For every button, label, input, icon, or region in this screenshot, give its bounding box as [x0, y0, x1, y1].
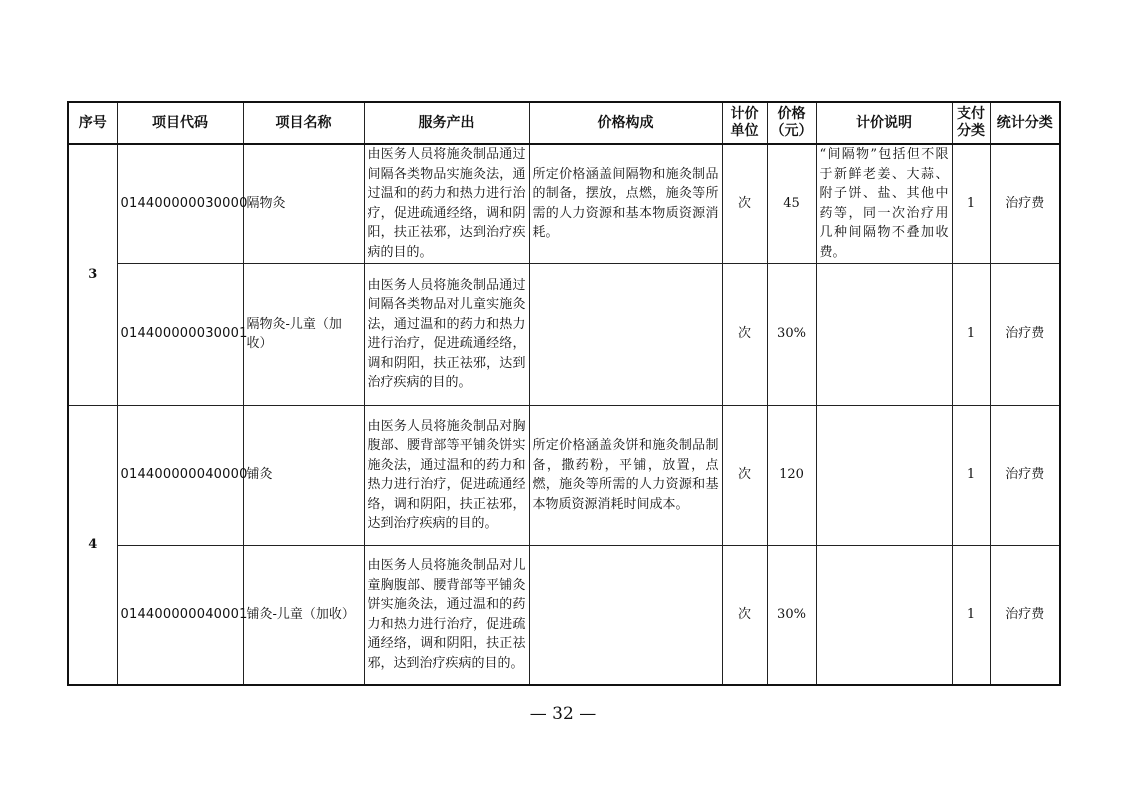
seq-cell: 3: [68, 144, 117, 405]
composition-cell: [529, 545, 722, 685]
table-row: [68, 144, 1060, 263]
header-stat: 统计分类: [990, 102, 1060, 144]
composition-cell: 所定价格涵盖灸饼和施灸制品制备，撒药粉，平铺，放置，点燃，施灸等所需的人力资源和基本物质资源消耗时间成本。: [529, 405, 722, 545]
service-cell: 由医务人员将施灸制品通过间隔各类物品实施灸法，通过温和的药力和热力进行治疗，促进疏通经络，调和阴阳，扶正祛邪，达到治疗疾病的目的。: [364, 144, 529, 263]
code-cell: 014400000030000: [117, 144, 243, 263]
price-cell: 30%: [767, 263, 816, 405]
service-cell: 由医务人员将施灸制品对胸腹部、腰背部等平铺灸饼实施灸法，通过温和的药力和热力进行治疗，促进疏通经络，调和阴阳，扶正祛邪，达到治疗疾病的目的。: [364, 405, 529, 545]
price-cell: 45: [767, 144, 816, 263]
composition-cell: [529, 263, 722, 405]
code-cell: 014400000040000: [117, 405, 243, 545]
name-cell: 隔物灸: [243, 144, 364, 263]
header-composition: 价格构成: [529, 102, 722, 144]
note-cell: [816, 263, 952, 405]
header-unit: 计价单位: [722, 102, 767, 144]
header-service: 服务产出: [364, 102, 529, 144]
header-note: 计价说明: [816, 102, 952, 144]
table-row: [68, 545, 1060, 685]
composition-cell: 所定价格涵盖间隔物和施灸制品的制备，摆放，点燃，施灸等所需的人力资源和基本物质资源消耗。: [529, 144, 722, 263]
service-cell: 由医务人员将施灸制品对儿童胸腹部、腰背部等平铺灸饼实施灸法，通过温和的药力和热力进行治疗，促进疏通经络，调和阴阳，扶正祛邪，达到治疗疾病的目的。: [364, 545, 529, 685]
service-cell: 由医务人员将施灸制品通过间隔各类物品对儿童实施灸法，通过温和的药力和热力进行治疗，促进疏通经络，调和阴阳，扶正祛邪，达到治疗疾病的目的。: [364, 263, 529, 405]
stat-cell: 治疗费: [990, 144, 1060, 263]
header-name: 项目名称: [243, 102, 364, 144]
stat-cell: 治疗费: [990, 263, 1060, 405]
header-code: 项目代码: [117, 102, 243, 144]
note-cell: [816, 405, 952, 545]
unit-cell: 次: [722, 263, 767, 405]
price-cell: 120: [767, 405, 816, 545]
name-cell: 铺灸: [243, 405, 364, 545]
code-cell: 014400000040001: [117, 545, 243, 685]
header-seq: 序号: [68, 102, 117, 144]
pay-cell: 1: [952, 405, 990, 545]
price-table: [67, 101, 1061, 686]
table-row: [68, 405, 1060, 545]
pay-cell: 1: [952, 144, 990, 263]
note-cell: [816, 545, 952, 685]
pay-cell: 1: [952, 545, 990, 685]
header-pay: 支付分类: [952, 102, 990, 144]
code-cell: 014400000030001: [117, 263, 243, 405]
page-number: — 32 —: [529, 704, 597, 724]
seq-cell: 4: [68, 405, 117, 685]
unit-cell: 次: [722, 545, 767, 685]
header-row: [68, 102, 1060, 144]
stat-cell: 治疗费: [990, 545, 1060, 685]
unit-cell: 次: [722, 144, 767, 263]
pay-cell: 1: [952, 263, 990, 405]
header-price: 价格（元）: [767, 102, 816, 144]
price-cell: 30%: [767, 545, 816, 685]
name-cell: 隔物灸-儿童（加收）: [243, 263, 364, 405]
table-row: [68, 263, 1060, 405]
stat-cell: 治疗费: [990, 405, 1060, 545]
note-cell: “间隔物”包括但不限于新鲜老姜、大蒜、附子饼、盐、其他中药等，同一次治疗用几种间隔物不叠加收费。: [816, 144, 952, 263]
unit-cell: 次: [722, 405, 767, 545]
name-cell: 铺灸-儿童（加收）: [243, 545, 364, 685]
